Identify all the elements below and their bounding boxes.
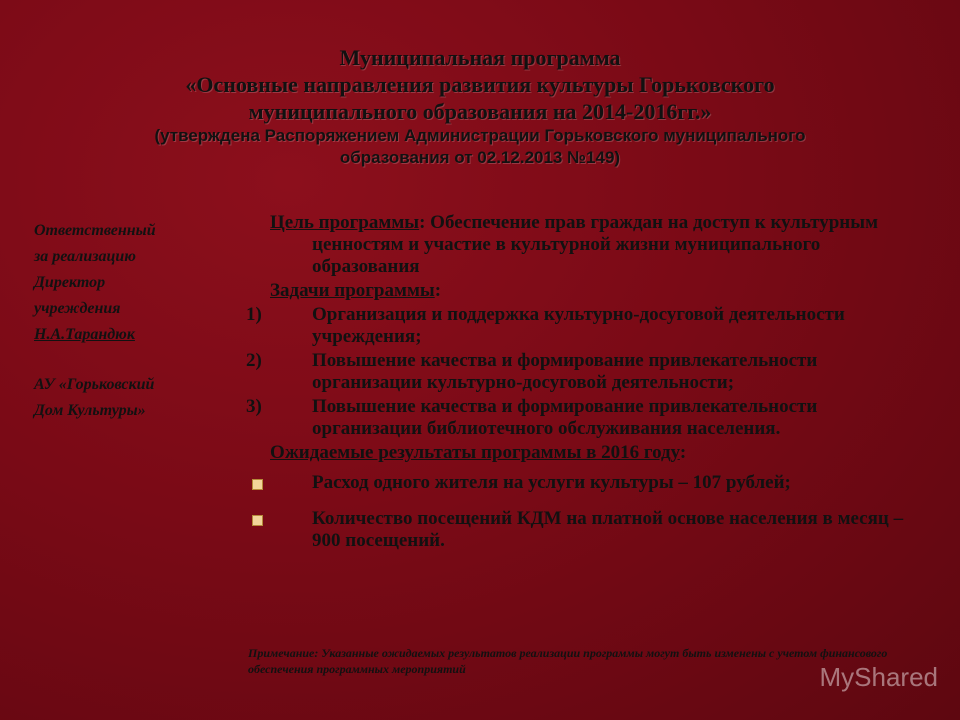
org-line-2: Дом Культуры» xyxy=(34,402,146,419)
result-item xyxy=(246,472,926,494)
task-item xyxy=(246,350,926,394)
task-text: Повышение качества и формирование привлекательности организации культурно-досуговой деятельности; xyxy=(312,350,818,393)
title-line-3: муниципального образования на 2014-2016гг.» xyxy=(248,99,712,124)
task-number: 3) xyxy=(246,396,262,417)
task-text: Повышение качества и формирование привлекательности организации библиотечного обслуживания населения. xyxy=(312,396,818,439)
task-text: Организация и поддержка культурно-досуговой деятельности учреждения; xyxy=(312,304,845,347)
responsible-sidebar xyxy=(34,218,224,424)
tasks-heading xyxy=(246,280,926,302)
square-bullet-icon xyxy=(246,472,312,494)
sidebar-line-2: за реализацию xyxy=(34,248,136,265)
result-text: Расход одного жителя на услуги культуры – 107 рублей; xyxy=(312,472,791,493)
results-colon: : xyxy=(679,442,687,463)
task-number: 1) xyxy=(246,304,262,325)
tasks-colon: : xyxy=(434,280,442,301)
program-content xyxy=(246,212,926,552)
org-line-1: АУ «Горьковский xyxy=(34,376,155,393)
result-text: Количество посещений КДМ на платной основе населения в месяц – 900 посещений. xyxy=(312,508,904,551)
title-line-1: Муниципальная программа xyxy=(339,45,621,70)
title-line-2: «Основные направления развития культуры Горьковского xyxy=(185,72,775,97)
footnote: Примечание: Указанные ожидаемых результатов реализации программы могут быть изменены с учетом финансового обеспечения программных мероприятий xyxy=(248,646,888,676)
goal-text: : Обеспечение прав граждан на доступ к культурным ценностям и участие в культурной жизни муниципального образования xyxy=(312,212,879,277)
results-heading xyxy=(246,442,926,464)
tasks-label: Задачи программы xyxy=(270,280,435,301)
goal-block xyxy=(246,212,926,278)
title-line-4: (утверждена Распоряжением Администрации Горьковского муниципального xyxy=(154,126,806,145)
task-item xyxy=(246,304,926,348)
sidebar-line-3: Директор xyxy=(34,274,106,291)
task-item xyxy=(246,396,926,440)
responsible-name: Н.А.Тарандюк xyxy=(34,326,135,343)
page-title xyxy=(20,44,940,169)
results-label: Ожидаемые результаты программы в 2016 году xyxy=(270,442,680,463)
result-item xyxy=(246,508,926,552)
goal-label: Цель программы xyxy=(270,212,420,233)
watermark-logo: MyShared xyxy=(819,662,938,692)
square-bullet-icon xyxy=(246,508,312,552)
task-number: 2) xyxy=(246,350,262,371)
sidebar-line-1: Ответственный xyxy=(34,222,156,239)
sidebar-line-4: учреждения xyxy=(34,300,121,317)
title-line-5: образования от 02.12.2013 №149) xyxy=(339,148,621,167)
